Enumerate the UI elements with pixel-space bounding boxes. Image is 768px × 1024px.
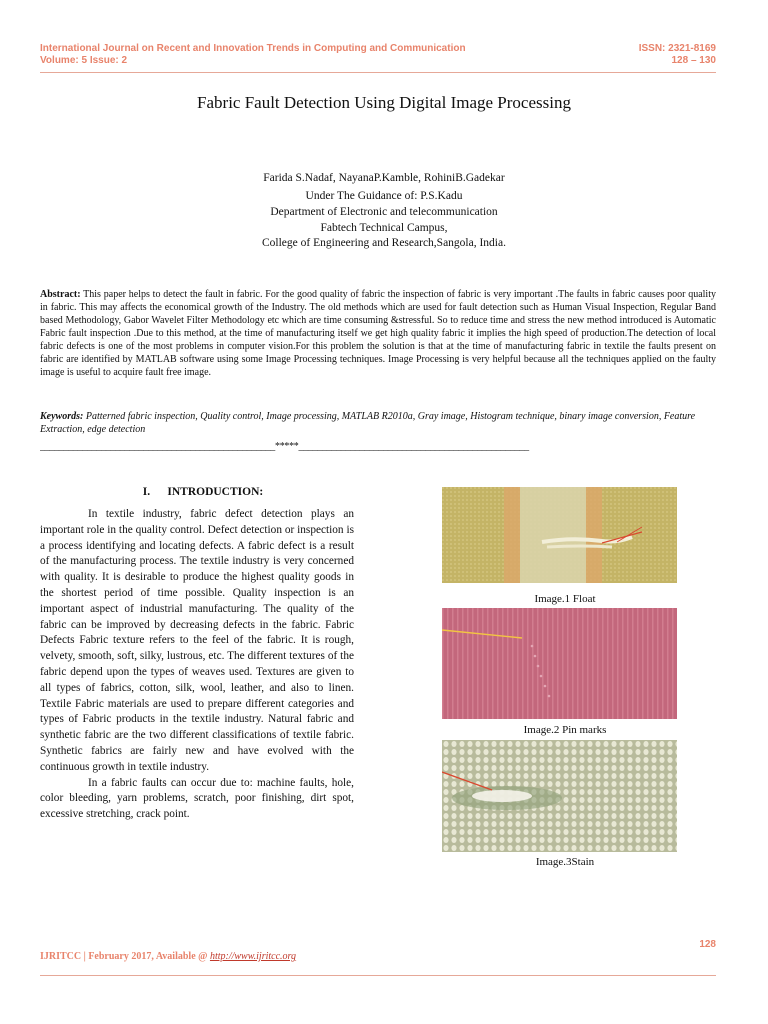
header-rule <box>40 72 716 73</box>
introduction-body <box>40 507 354 823</box>
department-line: Department of Electronic and telecommunication <box>270 206 498 218</box>
fabric-stain-photo <box>442 740 677 852</box>
issn: ISSN: 2321-8169 <box>638 43 716 54</box>
section-heading <box>40 486 366 498</box>
keywords-text: Patterned fabric inspection, Quality control, Image processing, MATLAB R2010a, Gray image, Histogram technique, binary image conversion, Feature Extraction, edge detection <box>40 411 696 435</box>
guidance-line: Under The Guidance of: P.S.Kadu <box>305 190 463 202</box>
figure-stain-image <box>442 740 677 852</box>
page-range: 128 – 130 <box>671 55 716 66</box>
keywords <box>40 410 716 436</box>
paper-title: Fabric Fault Detection Using Digital Image Processing <box>197 93 571 112</box>
figure-2-caption: Image.2 Pin marks <box>523 724 607 736</box>
figure-3-caption: Image.3Stain <box>535 856 595 868</box>
paragraph: In textile industry, fabric defect detection plays an important role in the quality control. Defect detection or inspection is a process identifying and locating defects. A fabric defect is a result of the manufacturing process. The textile industry is very concerned with quality. It is desirable to produce the highest quality goods in the shortest period of time possible. Quality inspection is an important aspect of industrial manufacturing. The quality of the fabric can be improved by decreasing defects in the fabric. Fabric Defects Fabric texture refers to the feel of the fabric. It is rough, velvety, smooth, soft, silky, lustrous, etc. The different textures of the fabric depend upon the types of weaves used. Textures are given to all types of fabrics, cotton, silk, wool, leather, and also to linen. Textile Fabric materials are used to prepare different categories and types of Fabric products in the textile industry. Natural fabric and synthetic fabric are the two different classifications of textile fabric. Synthetic fabrics are fairly new and have evolved with the continuous growth in textile industry. <box>40 508 354 773</box>
section-number: I. <box>142 486 151 498</box>
footer-text: IJRITCC | February 2017, Available @ <box>40 951 210 962</box>
fabric-pin-marks-photo <box>442 608 677 719</box>
volume-issue: Volume: 5 Issue: 2 <box>40 55 128 66</box>
page-number: 128 <box>699 939 716 950</box>
section-title: INTRODUCTION: <box>167 486 264 498</box>
footer-rule <box>40 975 716 976</box>
fabric-float-photo <box>442 487 677 583</box>
separator-line: __________________________________________________*****_________________________________________________ <box>40 441 529 452</box>
figure-1-caption: Image.1 Float <box>534 593 596 605</box>
abstract <box>40 288 716 379</box>
abstract-text: This paper helps to detect the fault in fabric. For the good quality of fabric the inspection of fabric is very important .The faults in fabric causes poor quality in fabric. This may affects the economical growth of the Industry. The old methods which are used for fault detection such as Human Visual Inspection, Regular Band based Methodology, Gabor Wavelet Filter Methodology etc which are time consuming &stressful. So to reduce time and stress the new method introduced is Automatic Fabric fault inspection .Due to this method, at the time of manufacturing itself we get high quality fabric it implies the high speed of production.The detection of local fabric defects is one of the most problems in computer vision.For this problem the solution is that at the time of manufacturing fabric in textile the faults present on fabric are identified by MATLAB software using some Image Processing techniques. Image Processing is very helpful because all the techniques applied on the faulty image is useful to acquire fault free image. <box>40 289 716 378</box>
footer-link[interactable]: http://www.ijritcc.org <box>209 951 297 962</box>
paragraph: In a fabric faults can occur due to: machine faults, hole, color bleeding, yarn problems, scratch, poor finishing, dirt spot, excessive stretching, crack point. <box>40 776 354 821</box>
college-line: College of Engineering and Research,Sangola, India. <box>262 237 506 249</box>
authors: Farida S.Nadaf, NayanaP.Kamble, RohiniB.Gadekar <box>263 172 505 184</box>
footer <box>40 951 296 962</box>
keywords-label: Keywords: <box>40 411 84 422</box>
abstract-label: Abstract: <box>40 289 81 300</box>
figure-pin-marks-image <box>442 608 677 719</box>
figure-float-image <box>442 487 677 583</box>
campus-line: Fabtech Technical Campus, <box>320 222 448 234</box>
journal-name: International Journal on Recent and Innovation Trends in Computing and Communication <box>40 43 466 54</box>
